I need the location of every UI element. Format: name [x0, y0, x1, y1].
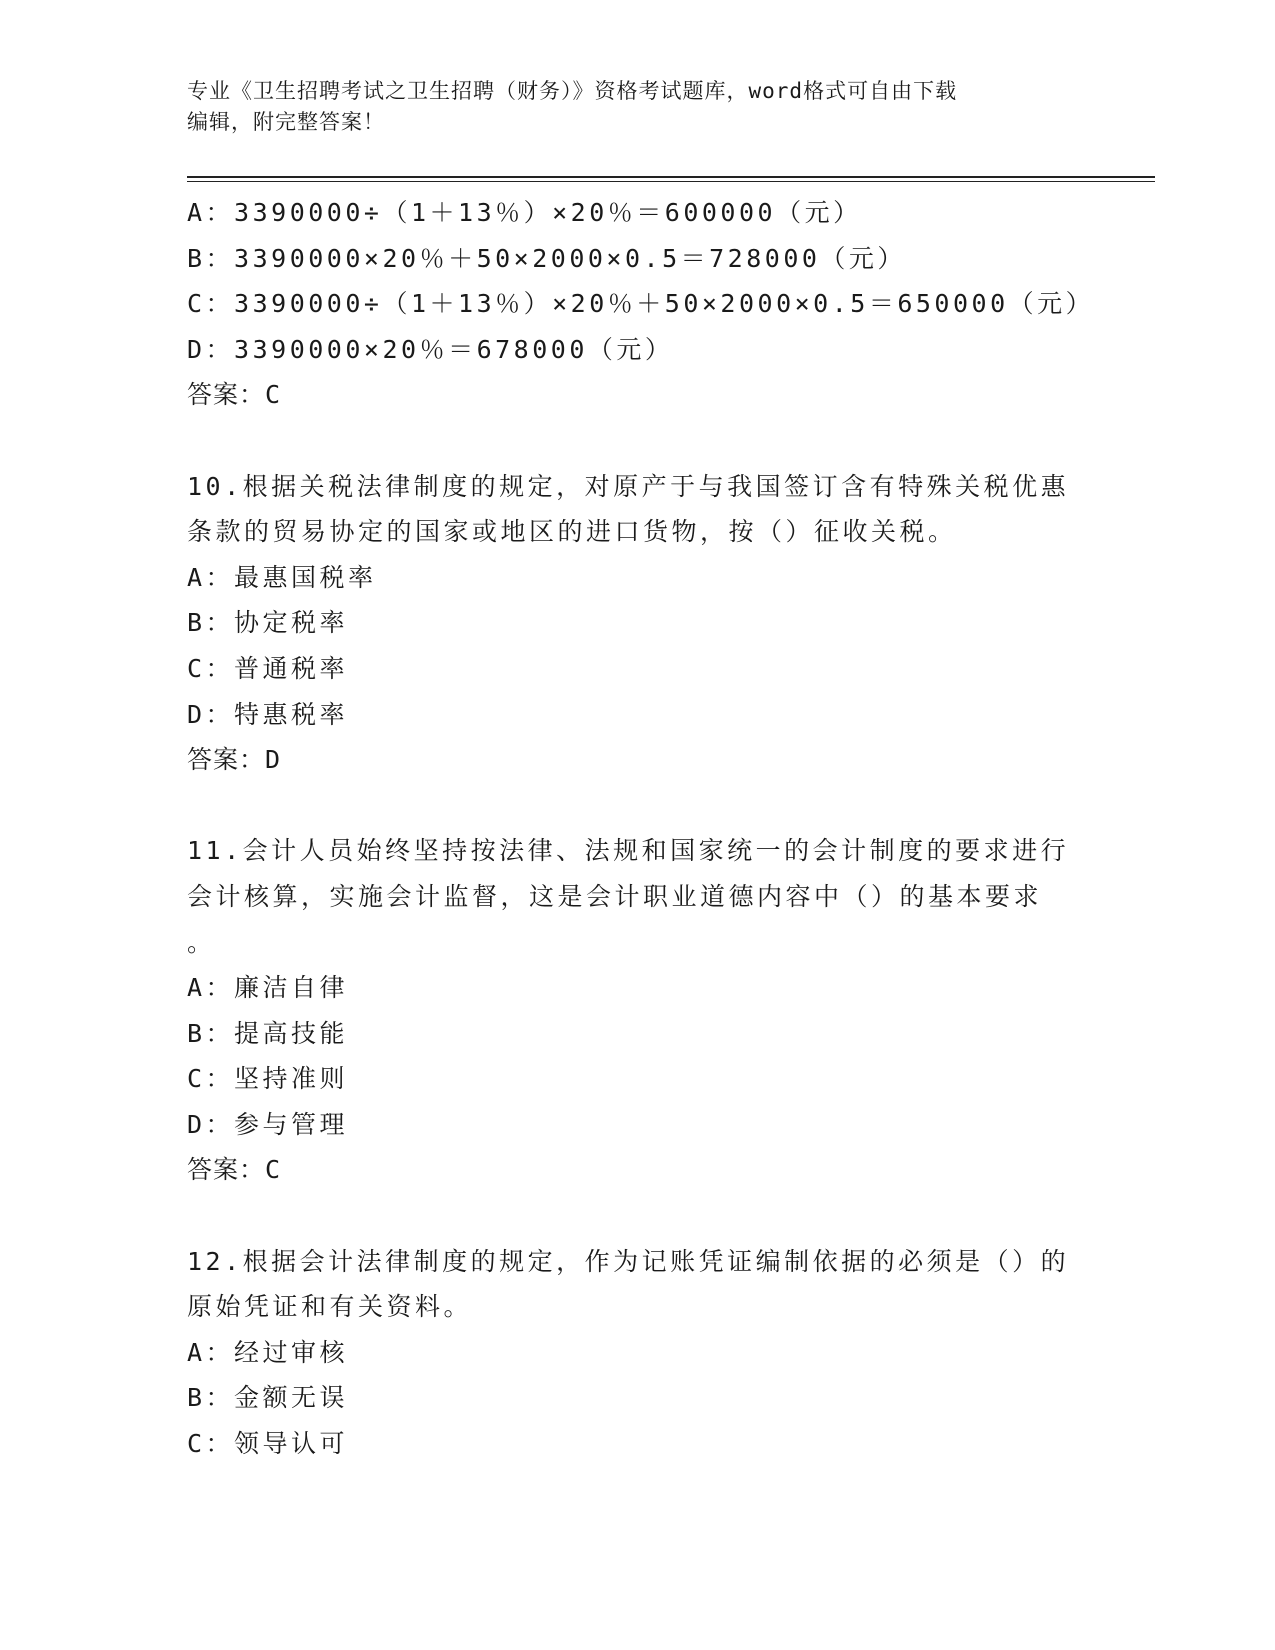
- q10-option-a: A：最惠国税率: [187, 562, 377, 592]
- q9-answer: 答案：C: [187, 380, 282, 410]
- q10-option-c: C：普通税率: [187, 653, 349, 683]
- q10-option-d: D：特惠税率: [187, 699, 349, 729]
- q11-stem-line-3: 。: [187, 927, 216, 957]
- q12-option-c: C：领导认可: [187, 1429, 349, 1459]
- q12-option-a: A：经过审核: [187, 1337, 349, 1367]
- q11-answer: 答案：C: [187, 1155, 282, 1185]
- q10-answer: 答案：D: [187, 745, 282, 775]
- header-divider-thick: [187, 176, 1155, 178]
- q11-option-c: C：坚持准则: [187, 1064, 349, 1094]
- document-body: [187, 190, 1095, 1467]
- q10-stem-line-2: 条款的贸易协定的国家或地区的进口货物，按（）征收关税。: [187, 517, 957, 547]
- question-12-block: [187, 1239, 1087, 1467]
- q12-option-b: B：金额无误: [187, 1383, 349, 1413]
- spacer: [187, 783, 1087, 829]
- q11-option-b: B：提高技能: [187, 1018, 349, 1048]
- spacer: [187, 1193, 1087, 1239]
- spacer: [187, 418, 1087, 464]
- q9-option-b: B：3390000×20％＋50×2000×0.5＝728000（元）: [187, 243, 906, 273]
- question-10-block: [187, 464, 1087, 783]
- header-divider-thin: [187, 181, 1155, 182]
- q11-option-d: D：参与管理: [187, 1109, 349, 1139]
- q10-stem-line-1: 10.根据关税法律制度的规定，对原产于与我国签订含有特殊关税优惠: [187, 471, 1070, 501]
- q9-option-c: C：3390000÷（1＋13％）×20％＋50×2000×0.5＝650000（元）: [187, 289, 1095, 319]
- question-11-block: [187, 828, 1087, 1193]
- q11-option-a: A：廉洁自律: [187, 973, 349, 1003]
- header-line-2: 编辑，附完整答案！: [187, 110, 385, 134]
- q10-option-b: B：协定税率: [187, 608, 349, 638]
- q11-stem-line-1: 11.会计人员始终坚持按法律、法规和国家统一的会计制度的要求进行: [187, 836, 1070, 866]
- q12-stem-line-2: 原始凭证和有关资料。: [187, 1292, 473, 1322]
- q11-stem-line-2: 会计核算，实施会计监督，这是会计职业道德内容中（）的基本要求: [187, 881, 1043, 911]
- q9-option-a: A：3390000÷（1＋13％）×20％＝600000（元）: [187, 198, 862, 227]
- document-header: [187, 76, 1087, 138]
- question-9-block: [187, 190, 1095, 418]
- header-line-1: 专业《卫生招聘考试之卫生招聘（财务）》资格考试题库，word格式可自由下载: [187, 79, 958, 103]
- q12-stem-line-1: 12.根据会计法律制度的规定，作为记账凭证编制依据的必须是（）的: [187, 1246, 1070, 1276]
- q9-option-d: D：3390000×20％＝678000（元）: [187, 334, 674, 364]
